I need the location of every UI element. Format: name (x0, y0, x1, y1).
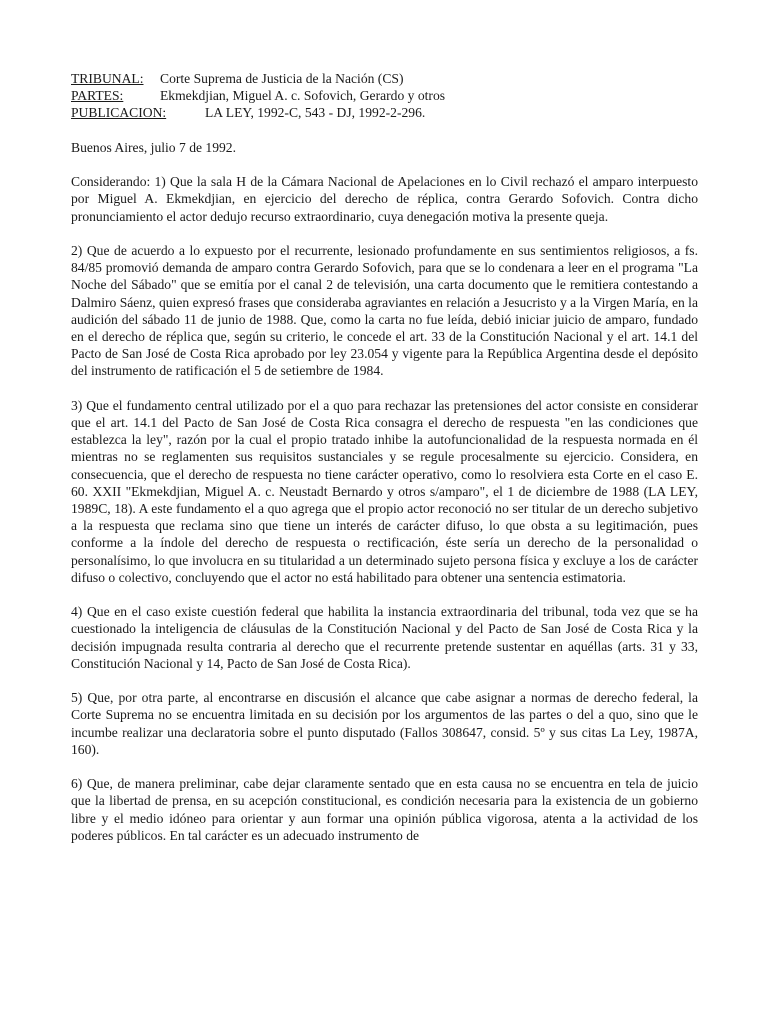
paragraph-6: 6) Que, de manera preliminar, cabe dejar claramente sentado que en esta causa no se encuentra en tela de juicio que la libertad de prensa, en su acepción constitucional, es condición necesaria para la existencia de un gobierno libre y el medio idóneo para orientar y aun formar una opinión pública vigorosa, atenta a la actividad de los poderes públicos. En tal carácter es un adecuado instrumento de (71, 776, 698, 843)
publicacion-label: PUBLICACION: (71, 105, 167, 121)
paragraph-1: Considerando: 1) Que la sala H de la Cámara Nacional de Apelaciones en lo Civil rechazó el amparo interpuesto por Miguel A. Ekmekdjian, en ejercicio del derecho de réplica, contra Gerardo Sofovich. Contra dicho pronunciamiento el actor dedujo recurso extraordinario, cuya denegación motiva la presente queja. (71, 174, 698, 224)
publicacion-row (71, 104, 698, 121)
publicacion-value: LA LEY, 1992-C, 543 - DJ, 1992-2-296. (205, 105, 426, 121)
paragraph-5: 5) Que, por otra parte, al encontrarse en discusión el alcance que cabe asignar a normas de derecho federal, la Corte Suprema no se encuentra limitada en su decisión por los argumentos de las partes o del a quo, sino que le incumbe realizar una declaratoria sobre el punto disputado (Fallos 308647, consid. 5º y sus citas La Ley, 1987A, 160). (71, 690, 698, 757)
date-line: Buenos Aires, julio 7 de 1992. (71, 139, 237, 155)
paragraph-2: 2) Que de acuerdo a lo expuesto por el recurrente, lesionado profundamente en sus sentimientos religiosos, a fs. 84/85 promovió demanda de amparo contra Gerardo Sofovich, para que se lo condenara a leer en el programa "La Noche del Sábado" que se emitía por el canal 2 de televisión, una carta documento que le remitiera contestando a Dalmiro Sáenz, quien expresó frases que consideraba agraviantes en relación a Jesucristo y a la Virgen María, en la audición del sábado 11 de junio de 1988. Que, como la carta no fue leída, debió iniciar juicio de amparo, fundado en el derecho de réplica que, según su criterio, le concede el art. 33 de la Constitución Nacional y el art. 14.1 del Pacto de San José de Costa Rica aprobado por ley 23.054 y vigente para la República Argentina desde el depósito del instrumento de ratificación el 5 de setiembre de 1984. (71, 242, 698, 379)
tribunal-row (71, 70, 698, 87)
paragraph-4: 4) Que en el caso existe cuestión federal que habilita la instancia extraordinaria del tribunal, toda vez que se ha cuestionado la inteligencia de cláusulas de la Constitución Nacional y del Pacto de San José de Costa Rica y la decisión impugnada resulta contraria al derecho que el recurrente pretende sustentar en aquéllas (arts. 31 y 33, Constitución Nacional y 14, Pacto de San José de Costa Rica). (71, 604, 698, 671)
partes-label: PARTES: (71, 88, 124, 104)
tribunal-label: TRIBUNAL: (71, 71, 144, 86)
paragraph-3: 3) Que el fundamento central utilizado por el a quo para rechazar las pretensiones del actor consiste en considerar que el art. 14.1 del Pacto de San José de Costa Rica consagra el derecho de respuesta "en las condiciones que establezca la ley", razón por la cual el propio tratado inhibe la autofuncionalidad de la respuesta normada en él mientras no se reglamenten sus requisitos sustanciales y se regule procesalmente su ejercicio. Considera, en consecuencia, que el derecho de respuesta no tiene carácter operativo, como lo resolviera esta Corte en el caso E. 60. XXII "Ekmekdjian, Miguel A. c. Neustadt Bernardo y otros s/amparo", el 1 de diciembre de 1988 (LA LEY, 1989C, 18). A este fundamento el a quo agrega que el propio actor reconoció no ser titular de un derecho subjetivo a la respuesta que reclama sino que tiene un interés de carácter difuso, lo que obsta a su legitimación, pues conforme a la índole del derecho de respuesta o rectificación, éste sería un derecho de la personalidad o personalísimo, lo que involucra en su titularidad a un determinado sujeto persona física y excluye a los de carácter difuso o colectivo, concluyendo que el actor no está habilitado para obtener una sentencia estimatoria. (71, 397, 698, 585)
tribunal-value: Corte Suprema de Justicia de la Nación (CS) (160, 71, 404, 86)
partes-row (71, 87, 698, 104)
document-page (71, 70, 698, 844)
partes-value: Ekmekdjian, Miguel A. c. Sofovich, Gerardo y otros (160, 88, 446, 104)
